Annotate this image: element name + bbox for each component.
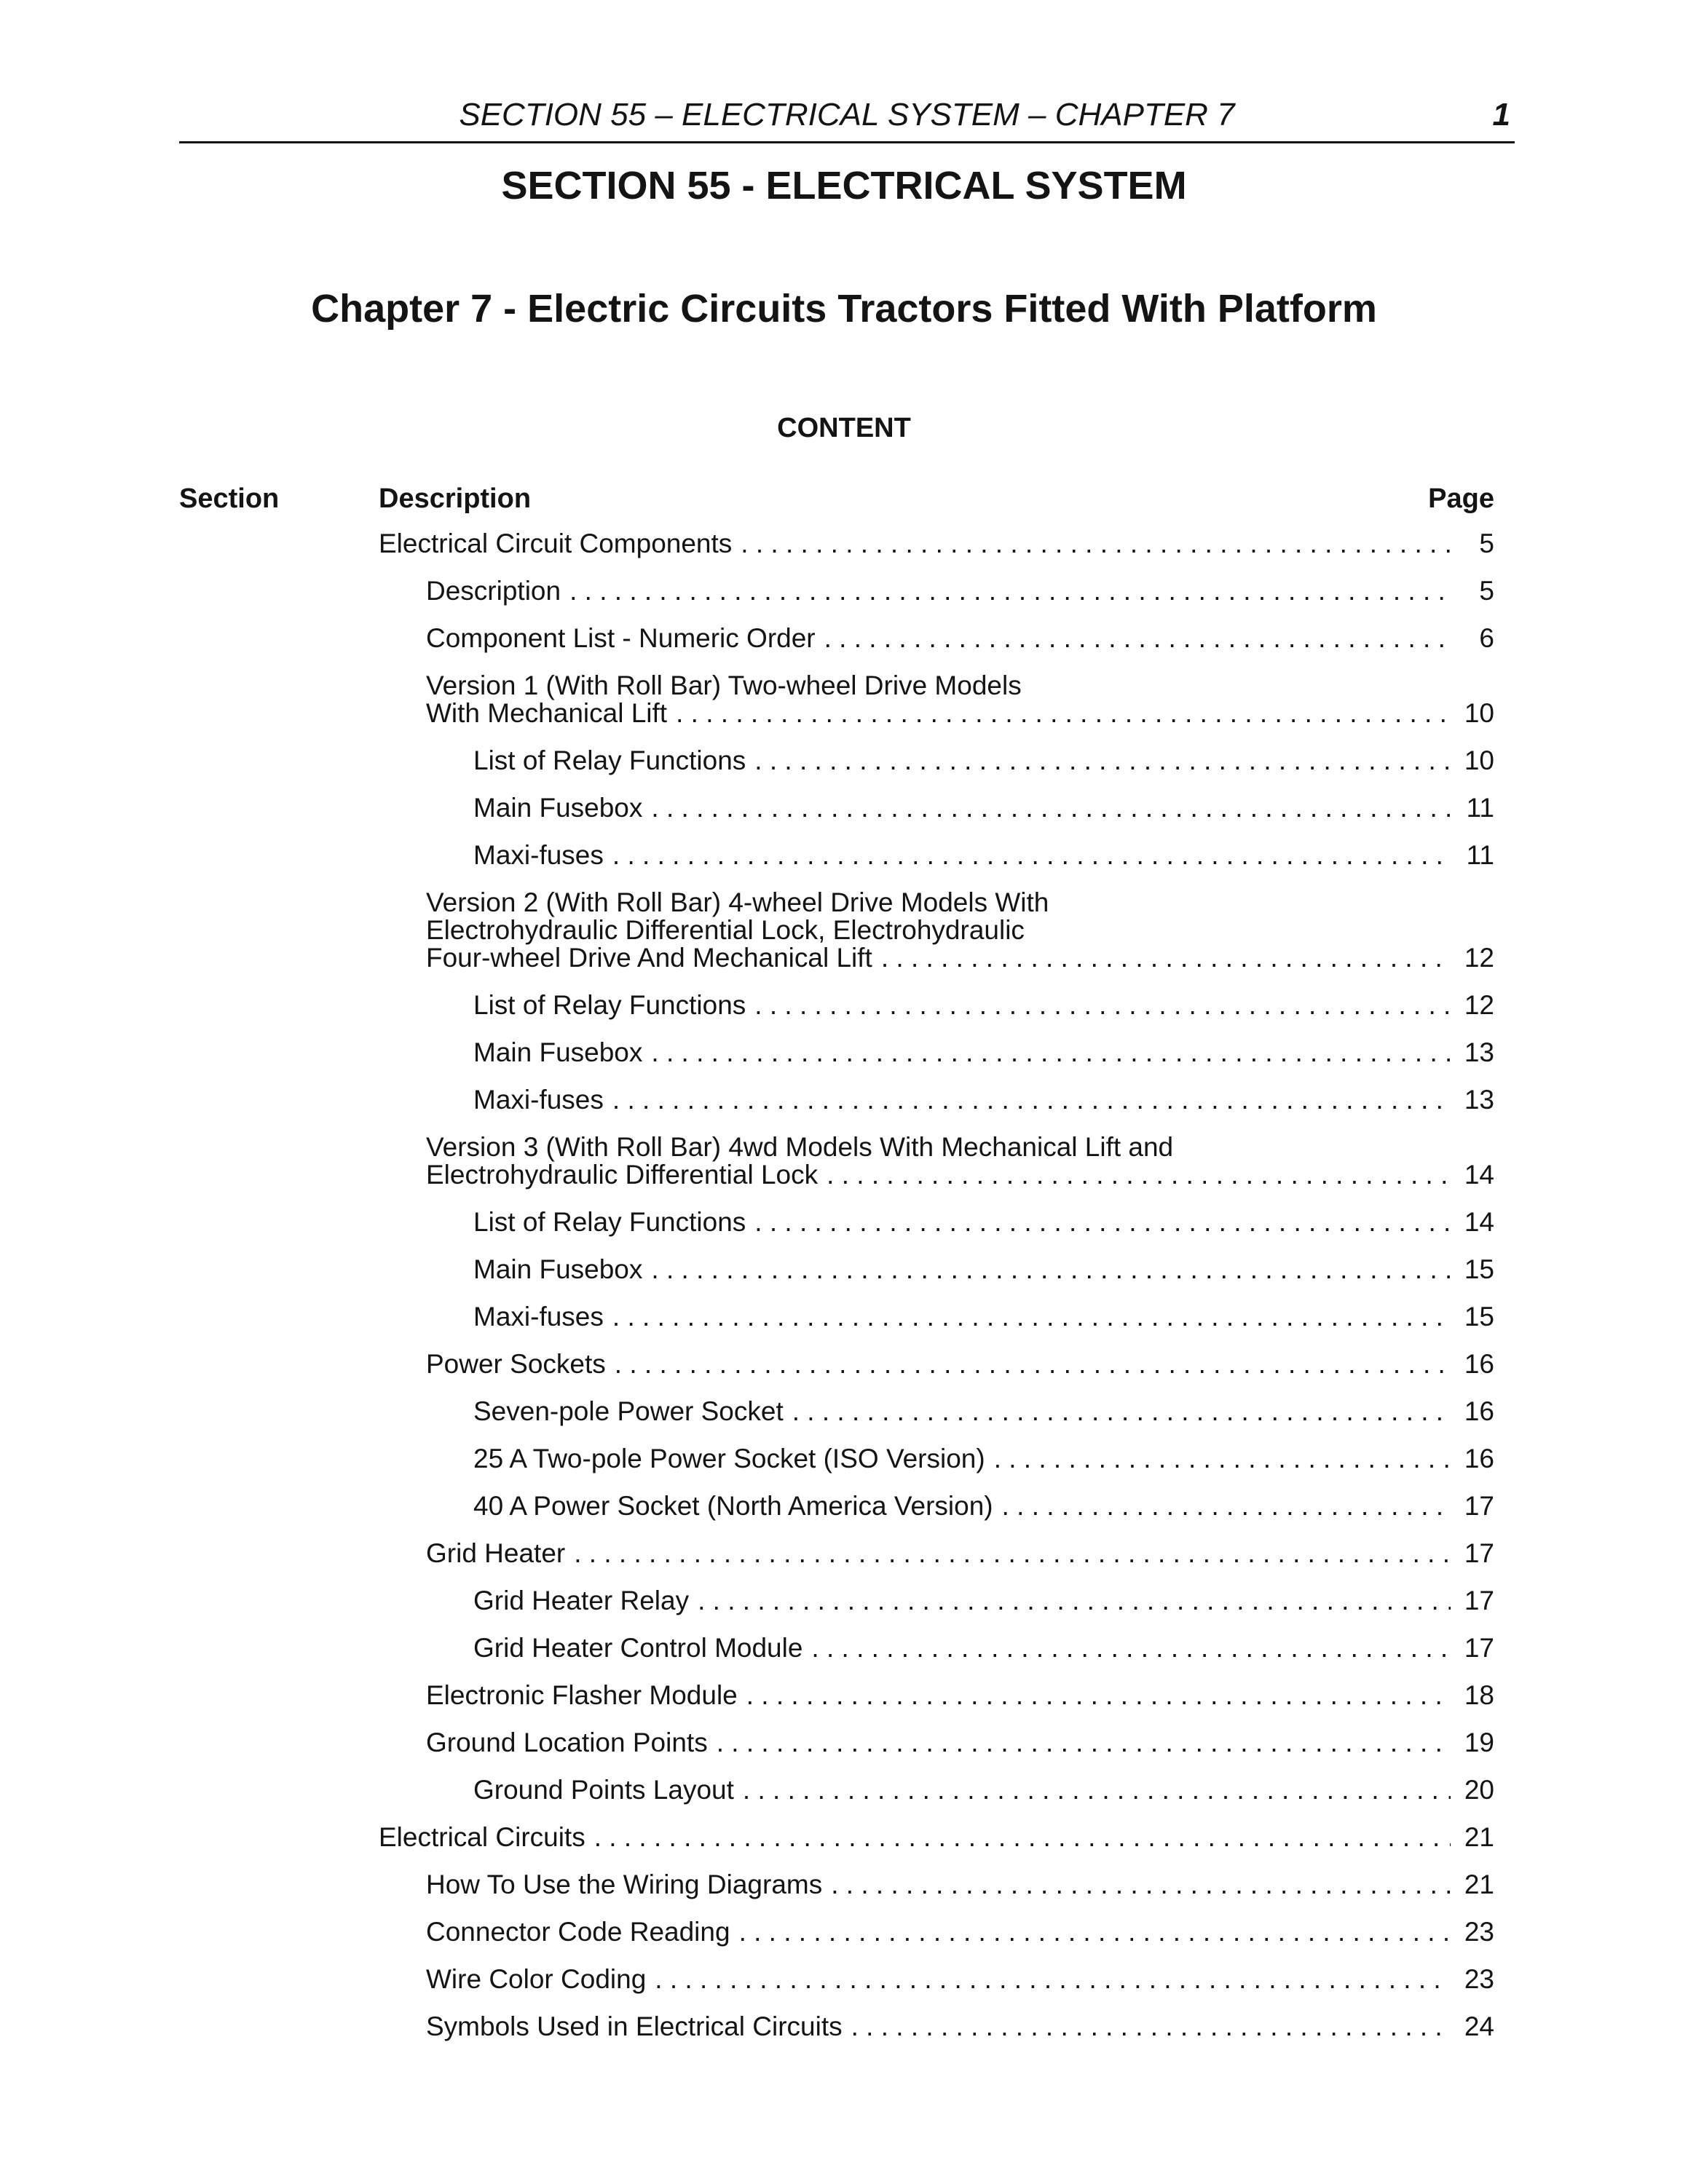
- dot-leader: [754, 992, 1451, 1019]
- toc-entry: [426, 2013, 1494, 2041]
- toc-entry-last-line: [473, 1445, 1494, 1473]
- toc-entry: [473, 1039, 1494, 1067]
- dot-leader: [574, 1540, 1451, 1567]
- toc-entry-title-line: Version 2 (With Roll Bar) 4-wheel Drive Models With: [426, 887, 1049, 917]
- dot-leader: [754, 1208, 1451, 1236]
- toc-entry-page: 11: [1466, 840, 1494, 870]
- toc-entry-page: 23: [1464, 1964, 1494, 1994]
- toc-entry-last-line: [379, 1824, 1494, 1851]
- toc-entry-page: 16: [1464, 1349, 1494, 1379]
- toc-entry-page: 13: [1464, 1037, 1494, 1067]
- toc-entry: [426, 1350, 1494, 1378]
- toc-entry-title: Electrical Circuit Components: [379, 529, 733, 558]
- toc-entry-last-line: [473, 1303, 1494, 1331]
- toc-entry-title: Maxi-fuses: [473, 1085, 604, 1115]
- dot-leader: [881, 944, 1451, 972]
- toc-entry-page: 17: [1464, 1491, 1494, 1521]
- dot-leader: [569, 577, 1451, 605]
- toc-entry: [426, 1918, 1494, 1946]
- toc-entry-page: 15: [1464, 1302, 1494, 1332]
- toc-entry-title: 40 A Power Socket (North America Version): [473, 1491, 993, 1521]
- toc-entry-page: 16: [1464, 1444, 1494, 1473]
- toc-entry: [473, 842, 1494, 869]
- toc-entry-page: 21: [1464, 1870, 1494, 1899]
- toc-entry-page: 12: [1464, 943, 1494, 973]
- toc-entry-title: How To Use the Wiring Diagrams: [426, 1870, 823, 1899]
- toc-entry-page: 15: [1464, 1254, 1494, 1284]
- toc-entry-title: Seven-pole Power Socket: [473, 1396, 784, 1426]
- dot-leader: [676, 700, 1451, 727]
- toc-entry: [426, 1966, 1494, 1993]
- toc-entry-last-line: [426, 1918, 1494, 1946]
- toc-entry: [426, 672, 1494, 727]
- dot-leader: [612, 1303, 1451, 1331]
- toc-entry-last-line: [426, 1682, 1494, 1709]
- toc-entry: [379, 530, 1494, 558]
- toc-entry: [473, 1634, 1494, 1662]
- toc-entry-title: Grid Heater Relay: [473, 1586, 690, 1615]
- toc-entry-last-line: [426, 944, 1494, 972]
- toc-entry-last-line: [379, 530, 1494, 558]
- dot-leader: [1002, 1492, 1451, 1520]
- toc-entry-title: Ground Location Points: [426, 1728, 708, 1757]
- toc-entry-last-line: [473, 1086, 1494, 1114]
- toc-entry-page: 10: [1464, 745, 1494, 775]
- toc-entry-last-line: [426, 1729, 1494, 1757]
- content-heading: CONTENT: [777, 413, 911, 443]
- dot-leader: [743, 1776, 1451, 1804]
- toc-entry-last-line: [426, 1966, 1494, 1993]
- toc-entry-title: Grid Heater Control Module: [473, 1633, 803, 1663]
- toc-entry-page: 21: [1464, 1822, 1494, 1852]
- dot-leader: [612, 842, 1451, 869]
- toc-entry-page: 14: [1464, 1207, 1494, 1237]
- running-title: SECTION 55 – ELECTRICAL SYSTEM – CHAPTER 7: [459, 97, 1235, 132]
- toc-entry-title: Component List - Numeric Order: [426, 623, 816, 653]
- toc-entry-last-line: [426, 625, 1494, 652]
- toc-entry-title-line: Version 1 (With Roll Bar) Two-wheel Drive Models: [426, 670, 1022, 700]
- toc-entry: [473, 1256, 1494, 1283]
- dot-leader: [831, 1871, 1451, 1899]
- toc-entry-page: 5: [1479, 529, 1494, 558]
- toc-entry-title: Main Fusebox: [473, 1037, 643, 1067]
- toc-entry-title: Grid Heater: [426, 1538, 566, 1568]
- column-header-page: Page: [1428, 483, 1494, 514]
- dot-leader: [754, 747, 1451, 775]
- dot-leader: [615, 1350, 1451, 1378]
- toc-entry: [426, 1133, 1494, 1189]
- toc-entry-title: Main Fusebox: [473, 793, 643, 823]
- toc-entry-last-line: [426, 1350, 1494, 1378]
- toc-entry-title: Main Fusebox: [473, 1254, 643, 1284]
- toc-entry-title: Maxi-fuses: [473, 1302, 604, 1332]
- chapter-title: Chapter 7 - Electric Circuits Tractors Fitted With Platform: [311, 287, 1377, 331]
- toc-entry-page: 17: [1464, 1633, 1494, 1663]
- toc-entry-page: 6: [1479, 623, 1494, 653]
- page-number: 1: [1492, 97, 1510, 132]
- toc-entry-title: Connector Code Reading: [426, 1917, 730, 1947]
- toc-entry-page: 18: [1464, 1680, 1494, 1710]
- toc-entry-title-line: Version 3 (With Roll Bar) 4wd Models With Mechanical Lift and: [426, 1132, 1174, 1162]
- toc-entry-last-line: [473, 1492, 1494, 1520]
- toc-entry: [473, 1445, 1494, 1473]
- toc-entry-page: 17: [1464, 1538, 1494, 1568]
- toc-entry-page: 16: [1464, 1396, 1494, 1426]
- toc-entry: [426, 1871, 1494, 1899]
- toc-entry-page: 17: [1464, 1586, 1494, 1615]
- toc-entry: [426, 577, 1494, 605]
- dot-leader: [746, 1682, 1451, 1709]
- toc-entry: [426, 1540, 1494, 1567]
- toc-entry: [426, 889, 1494, 972]
- dot-leader: [651, 1256, 1451, 1283]
- toc-entry-page: 14: [1464, 1160, 1494, 1190]
- toc-entry-title: Maxi-fuses: [473, 840, 604, 870]
- toc-entry-title: List of Relay Functions: [473, 745, 746, 775]
- toc-entry-page: 13: [1464, 1085, 1494, 1115]
- toc-entry-page: 11: [1466, 793, 1494, 823]
- toc-entry-title: Symbols Used in Electrical Circuits: [426, 2011, 843, 2041]
- toc-entry: [426, 625, 1494, 652]
- toc-entry-last-line: [473, 842, 1494, 869]
- toc-entry: [473, 992, 1494, 1019]
- toc-entry-last-line: [426, 1161, 1494, 1189]
- toc-entry-last-line: [473, 1587, 1494, 1615]
- toc-entry-title: Electrohydraulic Differential Lock: [426, 1160, 819, 1190]
- dot-leader: [811, 1634, 1451, 1662]
- toc-entry-title: Wire Color Coding: [426, 1964, 647, 1994]
- dot-leader: [851, 2013, 1451, 2041]
- toc-entry: [473, 747, 1494, 775]
- toc-entry: [426, 1682, 1494, 1709]
- toc-entry: [473, 1086, 1494, 1114]
- toc-entry-title: Power Sockets: [426, 1349, 606, 1379]
- toc-entry-page: 5: [1479, 576, 1494, 606]
- dot-leader: [827, 1161, 1451, 1189]
- toc-entry-title-line: Electrohydraulic Differential Lock, Electrohydraulic: [426, 915, 1025, 945]
- toc-entry: [473, 794, 1494, 822]
- toc-entry-last-line: [473, 1256, 1494, 1283]
- toc-entry-title: Ground Points Layout: [473, 1775, 734, 1805]
- toc-entry-page: 20: [1464, 1775, 1494, 1805]
- toc-entry-title: Electrical Circuits: [379, 1822, 585, 1852]
- toc-entry-title: List of Relay Functions: [473, 1207, 746, 1237]
- toc-entry-title: Four-wheel Drive And Mechanical Lift: [426, 943, 872, 973]
- toc-entry: [473, 1492, 1494, 1520]
- dot-leader: [651, 1039, 1451, 1067]
- dot-leader: [824, 625, 1451, 652]
- toc-entry-page: 23: [1464, 1917, 1494, 1947]
- toc-entry-page: 12: [1464, 990, 1494, 1020]
- toc-entry-title: List of Relay Functions: [473, 990, 746, 1020]
- dot-leader: [792, 1398, 1451, 1425]
- toc-entry-last-line: [473, 1776, 1494, 1804]
- toc-entry: [473, 1303, 1494, 1331]
- toc-entry-last-line: [473, 992, 1494, 1019]
- toc-entry-last-line: [473, 1634, 1494, 1662]
- toc-entry: [379, 1824, 1494, 1851]
- dot-leader: [717, 1729, 1451, 1757]
- dot-leader: [612, 1086, 1451, 1114]
- dot-leader: [741, 530, 1451, 558]
- toc-entry: [426, 1729, 1494, 1757]
- toc-entry-last-line: [473, 747, 1494, 775]
- toc-entry: [473, 1398, 1494, 1425]
- dot-leader: [594, 1824, 1451, 1851]
- toc-entry-last-line: [473, 1039, 1494, 1067]
- column-header-section: Section: [179, 483, 280, 514]
- toc-entry-title: 25 A Two-pole Power Socket (ISO Version): [473, 1444, 985, 1473]
- toc-entry-last-line: [473, 1208, 1494, 1236]
- section-title: SECTION 55 - ELECTRICAL SYSTEM: [501, 164, 1187, 207]
- column-header-description: Description: [379, 483, 532, 514]
- toc-entry-last-line: [426, 2013, 1494, 2041]
- toc-entry: [473, 1776, 1494, 1804]
- toc-entry-last-line: [473, 794, 1494, 822]
- dot-leader: [994, 1445, 1451, 1473]
- toc-entry-title: With Mechanical Lift: [426, 698, 668, 728]
- toc-entry: [473, 1208, 1494, 1236]
- toc-entry-page: 10: [1464, 698, 1494, 728]
- toc-entry-page: 24: [1464, 2011, 1494, 2041]
- toc-entry-last-line: [426, 1871, 1494, 1899]
- toc-entry-last-line: [426, 700, 1494, 727]
- toc-entry: [473, 1587, 1494, 1615]
- toc-entry-last-line: [473, 1398, 1494, 1425]
- toc-entry-page: 19: [1464, 1728, 1494, 1757]
- dot-leader: [655, 1966, 1451, 1993]
- toc-entry-last-line: [426, 577, 1494, 605]
- toc-entry-title: Description: [426, 576, 561, 606]
- dot-leader: [739, 1918, 1451, 1946]
- dot-leader: [651, 794, 1451, 822]
- dot-leader: [698, 1587, 1451, 1615]
- toc-entry-last-line: [426, 1540, 1494, 1567]
- toc-entry-title: Electronic Flasher Module: [426, 1680, 738, 1710]
